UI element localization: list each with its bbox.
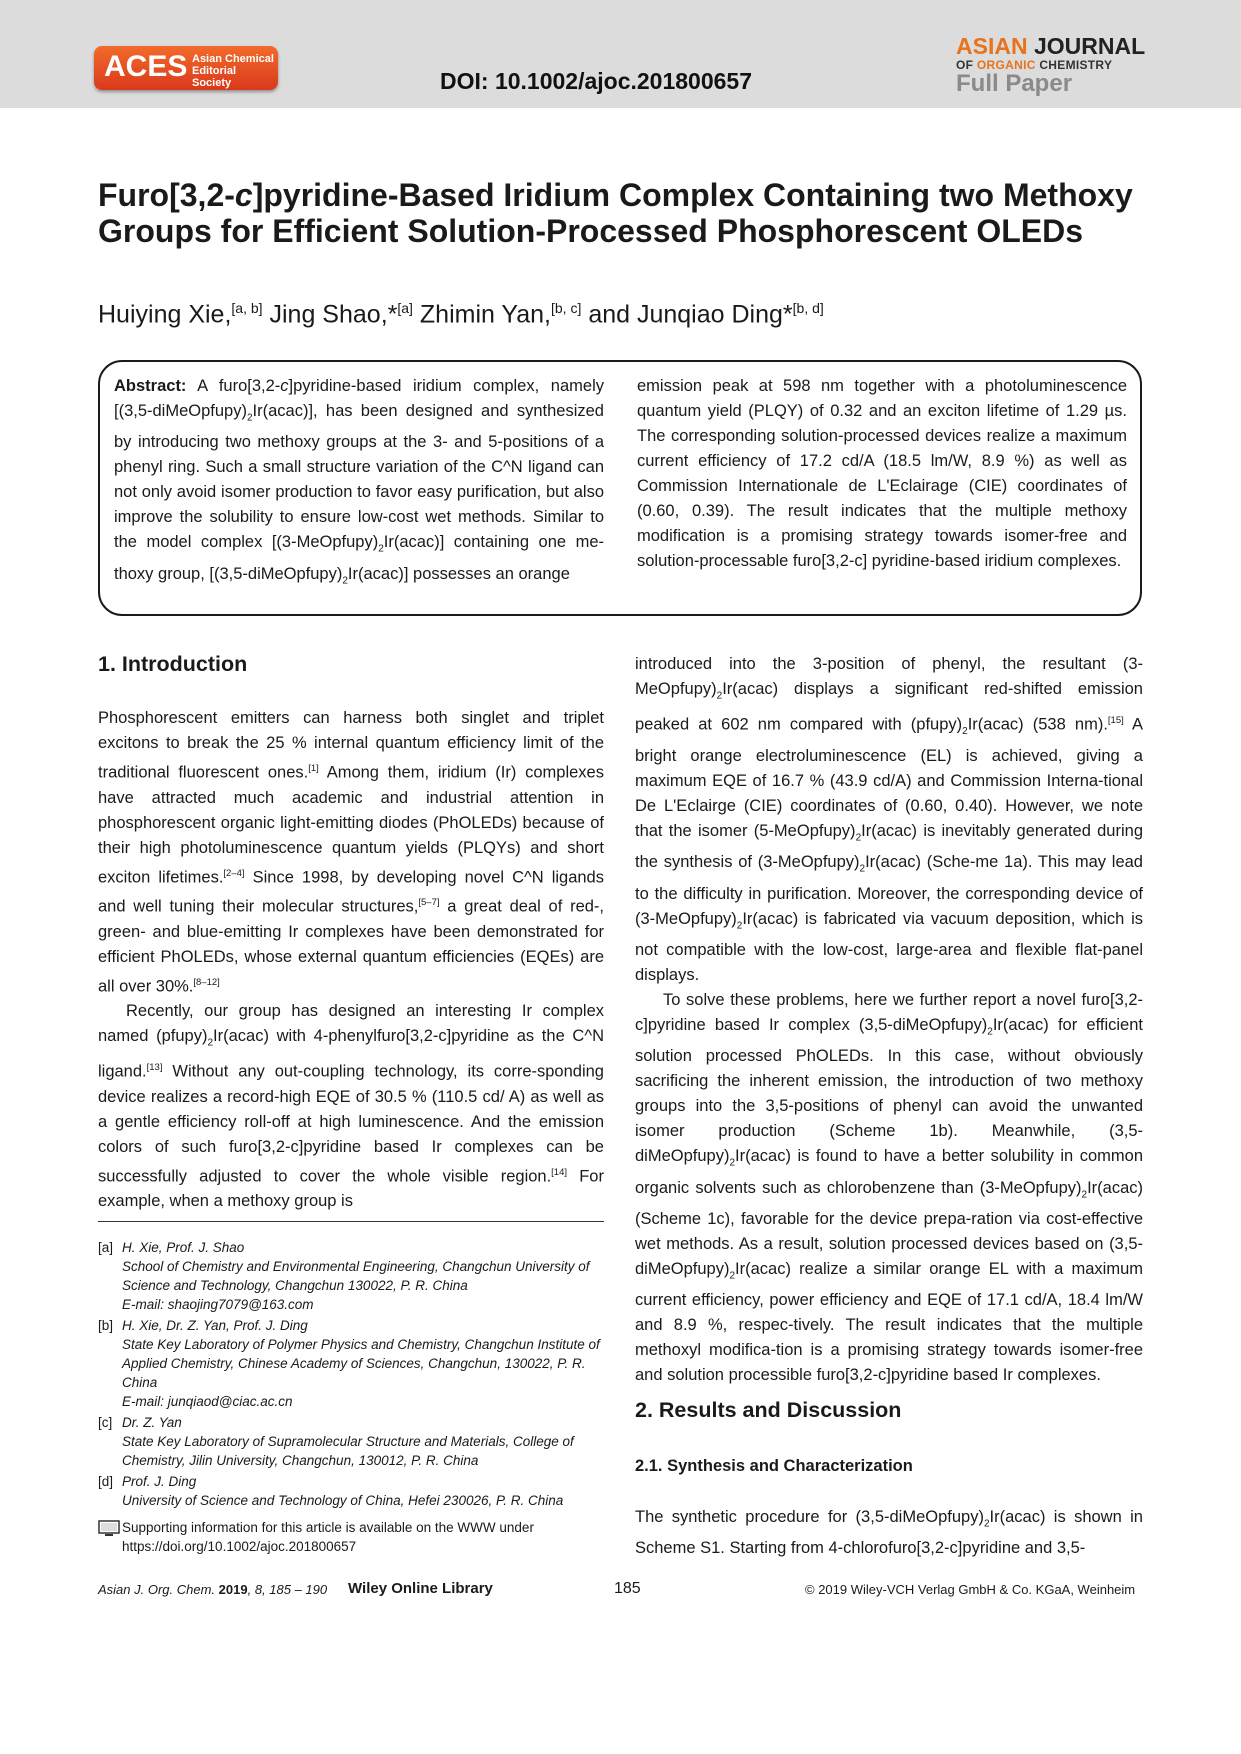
page-number: 185 [614, 1580, 641, 1597]
footer-copyright: © 2019 Wiley-VCH Verlag GmbH & Co. KGaA, Weinheim [805, 1582, 1136, 1597]
results-heading: 2. Results and Discussion [635, 1398, 902, 1422]
intro-body [98, 706, 604, 1214]
intro-paragraph-2: Recently, our group has designed an interesting Ir complex named $(pfupy)_2Ir(acac)$ with 4-phenylfuro[3,2-c]pyridine as the C^N ligand.[13] Without any out-coupling technology, its corre-sponding device realizes a record-high EQE of 30.5 % (110.5 cd/ A) as well as a gentle efficiency roll-off at high luminescence. And the emission colors of such furo[3,2-c]pyridine based Ir complexes can be successfully adjusted to cover the whole visible region.[14] For example, when a methoxy group is [98, 1002, 604, 1211]
aces-logo [94, 46, 278, 90]
abstract-left: Abstract: A furo[3,2-c]pyridine-based iridium complex, namely $[(3,5-diMeOpfupy)_2Ir(acac)]$, has been designed and synthesized by introducing two methoxy groups at the 3- and 5-positions of a phenyl ring. Such a small structure variation of the C^N ligand can not only avoid isomer production to favor easy purification, but also improve the solubility to ensure low-cost wet methods. Similar to the model complex $[(3-MeOpfupy)_2Ir(acac)]$ containing one me-thoxy group, $[(3,5-diMeOpfupy)_2Ir(acac)]$ possesses an orange [114, 377, 604, 586]
footnote-a: [a] H. Xie, Prof. J. Shao School of Chemistry and Environmental Engineering, Changchun University of Science and Technology, Changchun 130022, P. R. China E-mail: shaojing7079@163.com [98, 1240, 590, 1312]
aces-logo-sub: Asian Chemical Editorial Society [192, 53, 274, 89]
affiliations [98, 1238, 610, 1512]
article-title: Furo[3,2-c]pyridine-Based Iridium Complex Containing two Methoxy Groups for Efficient Solution-Processed Phosphorescent OLEDs [98, 177, 1133, 249]
right-paragraph-2: To solve these problems, here we further report a novel furo[3,2-c]pyridine based Ir complex $(3,5-diMeOpfupy)_2Ir(acac)$ for efficient solution processed PhOLEDs. In this case, without obviously sacrificing the inherent emission, the introduction of two methoxy groups into the 3,5-positions of phenyl can avoid the unwanted isomer production (Scheme 1b). Meanwhile, $(3,5-diMeOpfupy)_2Ir(acac)$ is found to have a better solubility in common organic solvents such as chlorobenzene than $(3-MeOpfupy)_2Ir(acac)$ (Scheme 1c), favorable for the device prepa-ration via cost-effective wet methods. As a result, solution processed devices based on $(3,5-diMeOpfupy)_2Ir(acac)$ realize a similar orange EL with a maximum current efficiency, power efficiency and EQE of 17.1 cd/A, 18.4 lm/W and 8.9 %, respec-tively. The result indicates that the multiple methoxyl modifica-tion is a promising strategy towards isomer-free and solution processible furo[3,2-c]pyridine based Ir complexes. [635, 990, 1143, 1385]
footnote-rule [98, 1221, 604, 1222]
journal-logo: ASIAN JOURNAL OF ORGANIC CHEMISTRY Full Paper [956, 33, 1146, 97]
footer-citation: Asian J. Org. Chem. 2019, 8, 185 – 190 [98, 1582, 328, 1597]
author-list: Huiying Xie,[a, b] Jing Shao,*[a] Zhimin Yan,[b, c] and Junqiao Ding*[b, d] [98, 300, 824, 329]
synthesis-heading: 2.1. Synthesis and Characterization [635, 1457, 913, 1475]
right-paragraph-1: introduced into the 3-position of phenyl, the resultant $(3-MeOpfupy)_2Ir(acac)$ displays a significant red-shifted emission peaked at 602 nm compared with $(pfupy)_2Ir(acac)$ (538 nm).[15] A bright orange electroluminescence (EL) is achieved, giving a maximum EQE of 16.7 % (43.9 cd/A) and Commission Interna-tional De L'Eclairge (CIE) coordinates of (0.60, 0.40). However, we note that the isomer $(5-MeOpfupy)_2Ir(acac)$ is inevitably generated during the synthesis of $(3-MeOpfupy)_2Ir(acac)$ (Sche-me 1a). This may lead to the difficulty in purification. Moreover, the corresponding device of $(3-MeOpfupy)_2Ir(acac)$ is fabricated via vacuum deposition, which is not compatible with the low-cost, large-area and flexible flat-panel displays. [635, 655, 1143, 984]
right-column [635, 652, 1143, 1388]
article-type: Full Paper [956, 70, 1073, 97]
intro-heading: 1. Introduction [98, 652, 248, 676]
monitor-icon [98, 1520, 120, 1538]
synthesis-paragraph: The synthetic procedure for $(3,5-diMeOpfupy)_2Ir(acac)$ is shown in Scheme S1. Starting from 4-chlorofuro[3,2-c]pyridine and 3,5- [635, 1508, 1143, 1558]
abstract-right: emission peak at 598 nm together with a photoluminescence quantum yield (PLQY) of 0.32 and an exciton lifetime of 1.29 µs. The corresponding solution-processed devices realize a maximum current efficiency of 17.2 cd/A (18.5 lm/W, 8.9 %) as well as Commission Internationale de L'Eclairage (CIE) coordinates of (0.60, 0.39). The result indicates that the multiple methoxy modification is a promising strategy towards isomer-free and solution-processable furo[3,2-c] pyridine-based iridium complexes. [637, 377, 1127, 570]
footer-wiley-online-library[interactable]: Wiley Online Library [348, 1580, 493, 1597]
supporting-info: Supporting information for this article is available on the WWW under https://doi.org/10.1002/ajoc.201800657 [98, 1518, 610, 1556]
footnote-c: [c] Dr. Z. Yan State Key Laboratory of Supramolecular Structure and Materials, College of Chemistry, Jilin University, Changchun, 130012, P. R. China [98, 1415, 574, 1468]
footnote-b: [b] H. Xie, Dr. Z. Yan, Prof. J. Ding State Key Laboratory of Polymer Physics and Chemistry, Changchun Institute of Applied Chemistry, Chinese Academy of Sciences, Changchun, 130022, P. R. China E-mail: junqiaod@ciac.ac.cn [98, 1318, 600, 1409]
doi: DOI: 10.1002/ajoc.201800657 [440, 68, 753, 94]
aces-logo-text: ACES [104, 50, 188, 83]
footnote-d: [d] Prof. J. Ding University of Science and Technology of China, Hefei 230026, P. R. China [98, 1474, 564, 1508]
intro-paragraph-1: Phosphorescent emitters can harness both singlet and triplet excitons to break the 25 % internal quantum efficiency limit of the traditional fluorescent ones.[1] Among them, iridium (Ir) complexes have attracted much academic and industrial attention in phosphorescent organic light-emitting diodes (PhOLEDs) because of their high photoluminescence quantum yields (PLQYs) and short exciton lifetimes.[2–4] Since 1998, by developing novel C^N ligands and well tuning their molecular structures,[5–7] a great deal of red-, green- and blue-emitting Ir complexes have been demonstrated for efficient PhOLEDs, whose external quantum efficiencies (EQEs) are all over 30%.[8–12] [98, 709, 604, 995]
